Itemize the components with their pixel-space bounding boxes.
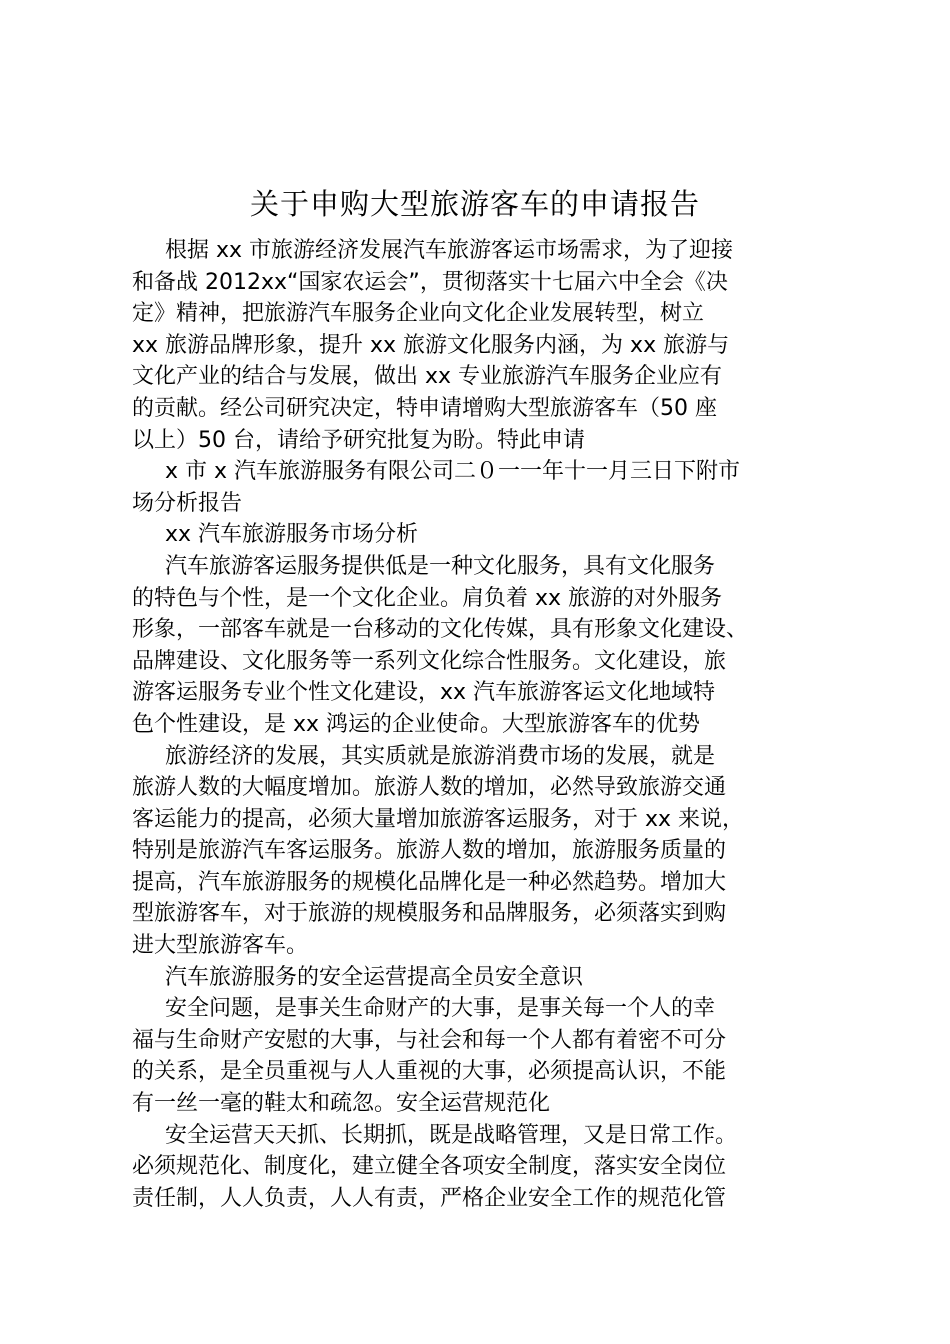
text-line: 的贡献。经公司研究决定，特申请增购大型旅游客车（50 座 xyxy=(132,395,717,421)
text-line: 和备战 2012xx“国家农运会”，贯彻落实十七届六中全会《决 xyxy=(132,269,728,295)
document-body xyxy=(132,235,832,1214)
text-line: 旅游经济的发展，其实质就是旅游消费市场的发展，就是 xyxy=(165,743,716,769)
text-line: xx 汽车旅游服务市场分析 xyxy=(165,522,419,548)
text-line: 场分析报告 xyxy=(132,490,243,516)
text-line: 型旅游客车，对于旅游的规模服务和品牌服务，必须落实到购 xyxy=(132,901,727,927)
text-line: 责任制，人人负责，人人有责，严格企业安全工作的规范化管 xyxy=(132,1185,727,1211)
text-line: 游客运服务专业个性文化建设，xx 汽车旅游客运文化地域特 xyxy=(132,680,716,706)
text-line: 根据 xx 市旅游经济发展汽车旅游客运市场需求，为了迎接 xyxy=(165,238,734,263)
text-line: 安全问题，是事关生命财产的大事，是事关每一个人的幸 xyxy=(165,996,716,1022)
text-line: 以上）50 台，请给予研究批复为盼。特此申请 xyxy=(132,427,585,453)
text-line: 旅游人数的大幅度增加。旅游人数的增加，必然导致旅游交通 xyxy=(132,775,727,801)
text-line: xx 旅游品牌形象，提升 xx 旅游文化服务内涵，为 xx 旅游与 xyxy=(132,332,730,358)
text-line: 提高，汽车旅游服务的规模化品牌化是一种必然趋势。增加大 xyxy=(132,869,727,895)
text-line: 必须规范化、制度化，建立健全各项安全制度，落实安全岗位 xyxy=(132,1154,727,1180)
text-line: 安全运营天天抓、长期抓，既是战略管理，又是日常工作。 xyxy=(165,1122,738,1148)
text-line: 客运能力的提高，必须大量增加旅游客运服务，对于 xx 来说， xyxy=(132,806,745,832)
text-line: 文化产业的结合与发展，做出 xx 专业旅游汽车服务企业应有 xyxy=(132,364,723,390)
text-line: 汽车旅游服务的安全运营提高全员安全意识 xyxy=(165,964,584,990)
text-line: 有一丝一毫的鞋太和疏忽。安全运营规范化 xyxy=(132,1091,551,1117)
text-line: 定》精神，把旅游汽车服务企业向文化企业发展转型，树立 xyxy=(132,301,705,327)
text-line: x 市 x 汽车旅游服务有限公司二０一一年十一月三日下附市 xyxy=(165,459,741,485)
text-line: 进大型旅游客车。 xyxy=(132,933,309,959)
text-line: 特别是旅游汽车客运服务。旅游人数的增加，旅游服务质量的 xyxy=(132,838,727,864)
text-line: 品牌建设、文化服务等一系列文化综合性服务。文化建设，旅 xyxy=(132,648,727,674)
text-line: 形象，一部客车就是一台移动的文化传媒，具有形象文化建设、 xyxy=(132,617,749,643)
text-line: 的关系，是全员重视与人人重视的大事，必须提高认识，不能 xyxy=(132,1059,727,1085)
text-line: 色个性建设，是 xx 鸿运的企业使命。大型旅游客车的优势 xyxy=(132,711,701,737)
document-title: 关于申购大型旅游客车的申请报告 xyxy=(249,187,700,221)
text-line: 的特色与个性，是一个文化企业。肩负着 xx 旅游的对外服务 xyxy=(132,585,723,611)
text-line: 福与生命财产安慰的大事，与社会和每一个人都有着密不可分 xyxy=(132,1027,727,1053)
text-line: 汽车旅游客运服务提供低是一种文化服务，具有文化服务 xyxy=(165,553,716,579)
